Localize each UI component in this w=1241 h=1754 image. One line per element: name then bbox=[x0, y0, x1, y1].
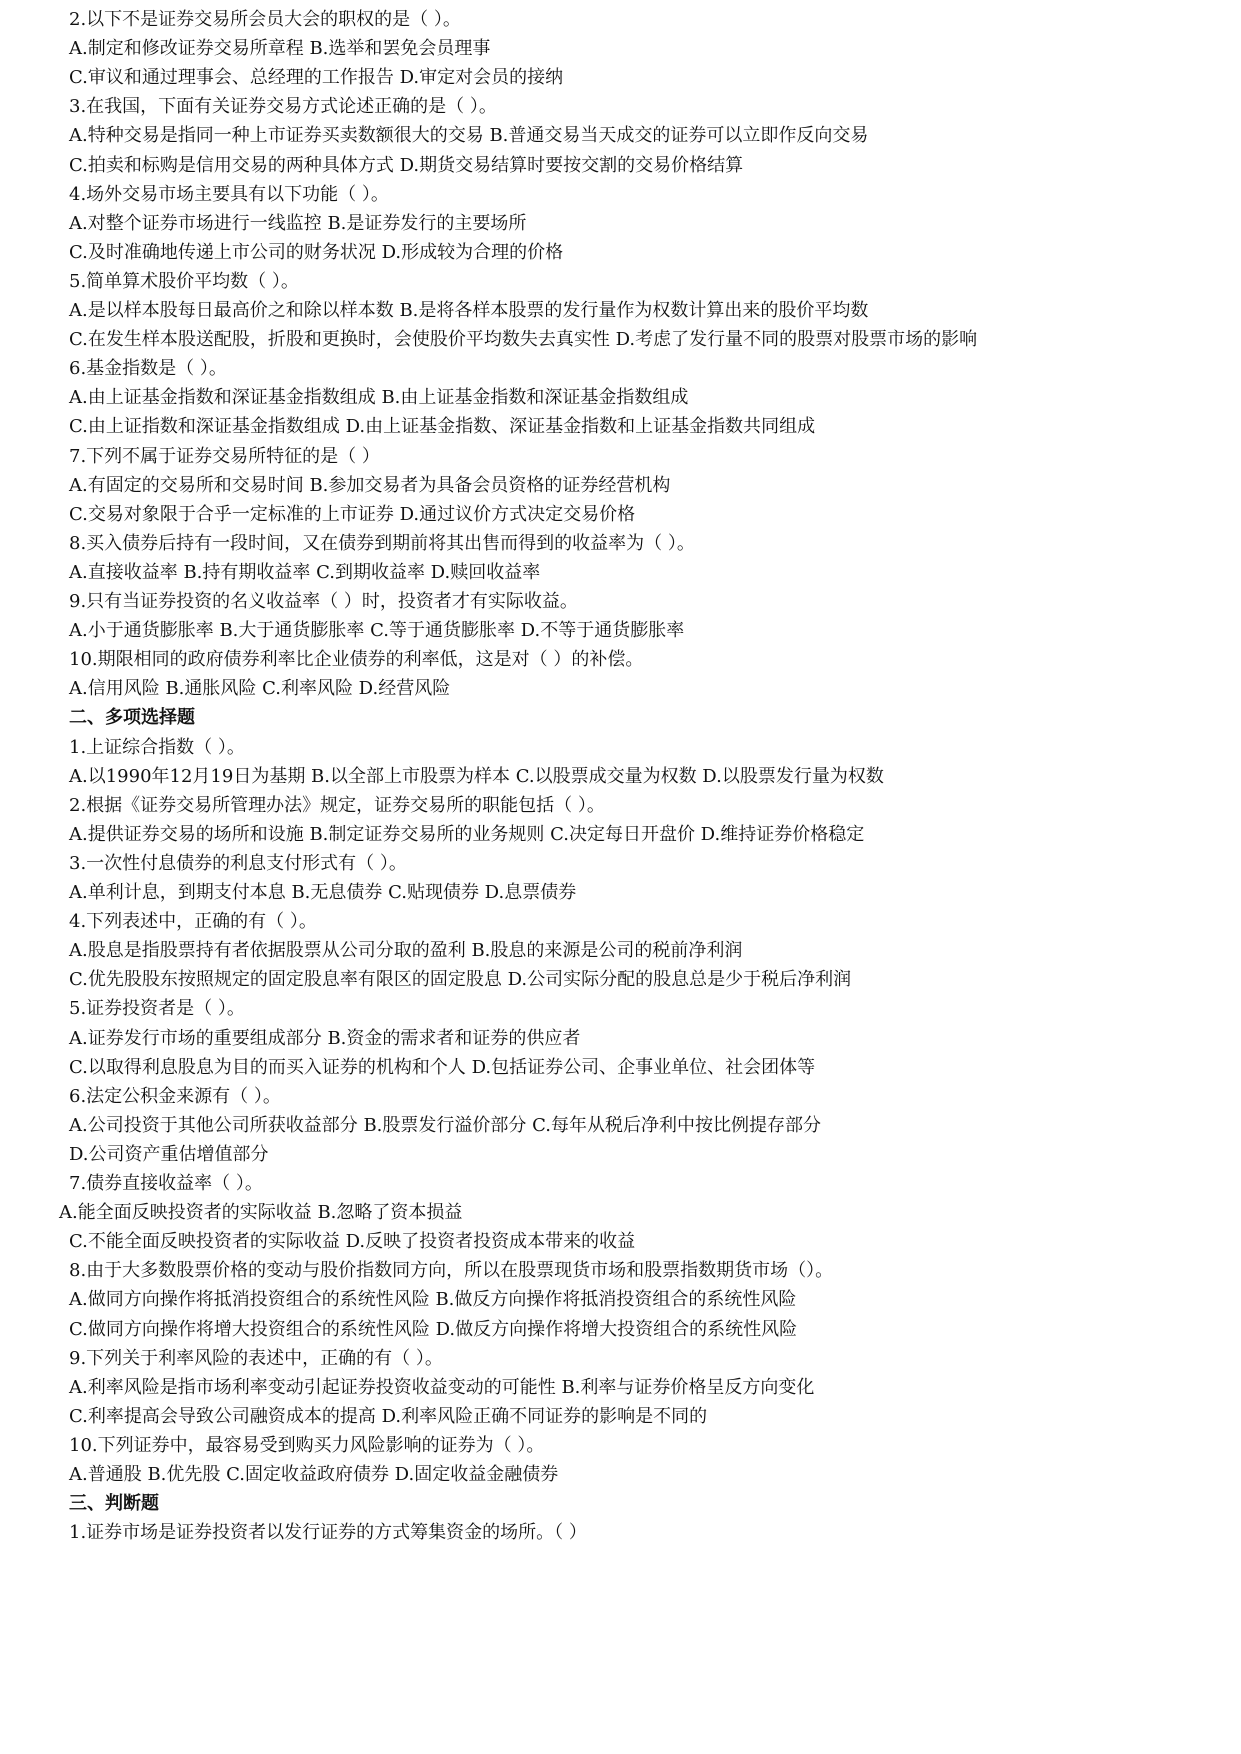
question-text: 9.下列关于利率风险的表述中，正确的有（ ）。 bbox=[69, 1347, 443, 1369]
section-heading: 二、多项选择题 bbox=[69, 707, 195, 729]
answer-options: A.信用风险 B.通胀风险 C.利率风险 D.经营风险 bbox=[69, 678, 451, 700]
answer-options: C.优先股股东按照规定的固定股息率有限区的固定股息 D.公司实际分配的股息总是少于税后净利润 bbox=[69, 969, 852, 991]
question-text: 9.只有当证券投资的名义收益率（ ）时，投资者才有实际收益。 bbox=[69, 591, 578, 612]
question-text: 1.上证综合指数（ ）。 bbox=[69, 736, 245, 758]
answer-options: A.利率风险是指市场利率变动引起证券投资收益变动的可能性 B.利率与证券价格呈反方向变化 bbox=[69, 1376, 815, 1398]
question-text: 8.买入债券后持有一段时间，又在债券到期前将其出售而得到的收益率为（ ）。 bbox=[69, 532, 695, 554]
question-text: 2.以下不是证券交易所会员大会的职权的是（ ）。 bbox=[69, 9, 461, 30]
question-text: 5.证券投资者是（ ）。 bbox=[69, 998, 245, 1020]
answer-options: C.审议和通过理事会、总经理的工作报告 D.审定对会员的接纳 bbox=[69, 67, 564, 89]
question-text: 6.法定公积金来源有（ ）。 bbox=[69, 1085, 281, 1107]
answer-options: A.做同方向操作将抵消投资组合的系统性风险 B.做反方向操作将抵消投资组合的系统性风险 bbox=[69, 1289, 797, 1311]
answer-options: A.由上证基金指数和深证基金指数组成 B.由上证基金指数和深证基金指数组成 bbox=[69, 387, 689, 409]
answer-options: A.小于通货膨胀率 B.大于通货膨胀率 C.等于通货膨胀率 D.不等于通货膨胀率 bbox=[69, 620, 685, 642]
answer-options: A.能全面反映投资者的实际收益 B.忽略了资本损益 bbox=[59, 1202, 463, 1224]
answer-options: A.股息是指股票持有者依据股票从公司分取的盈利 B.股息的来源是公司的税前净利润 bbox=[69, 940, 743, 962]
question-text: 4.场外交易市场主要具有以下功能（ ）。 bbox=[69, 183, 389, 205]
answer-options: A.有固定的交易所和交易时间 B.参加交易者为具备会员资格的证券经营机构 bbox=[69, 474, 671, 496]
answer-options: C.在发生样本股送配股，折股和更换时，会使股价平均数失去真实性 D.考虑了发行量不同的股票对股票市场的影响 bbox=[69, 329, 978, 351]
question-text: 4.下列表述中，正确的有（ ）。 bbox=[69, 911, 317, 933]
question-text: 5.简单算术股价平均数（ ）。 bbox=[69, 270, 299, 292]
question-text: 3.一次性付息债券的利息支付形式有（ ）。 bbox=[69, 852, 407, 874]
question-text: 10.期限相同的政府债券利率比企业债券的利率低，这是对（ ）的补偿。 bbox=[69, 649, 644, 671]
answer-options: C.由上证指数和深证基金指数组成 D.由上证基金指数、深证基金指数和上证基金指数共同组成 bbox=[69, 416, 816, 438]
answer-options: A.普通股 B.优先股 C.固定收益政府债券 D.固定收益金融债券 bbox=[69, 1464, 559, 1485]
answer-options: C.利率提高会导致公司融资成本的提高 D.利率风险正确不同证券的影响是不同的 bbox=[69, 1405, 708, 1427]
question-text: 7.下列不属于证券交易所特征的是（ ） bbox=[69, 445, 380, 467]
section-heading: 三、判断题 bbox=[69, 1493, 159, 1515]
question-text: 2.根据《证券交易所管理办法》规定，证券交易所的职能包括（ ）。 bbox=[69, 794, 605, 816]
answer-options: A.直接收益率 B.持有期收益率 C.到期收益率 D.赎回收益率 bbox=[69, 561, 541, 583]
answer-options: A.提供证券交易的场所和设施 B.制定证券交易所的业务规则 C.决定每日开盘价 D.维持证券价格稳定 bbox=[69, 823, 865, 845]
answer-options: C.做同方向操作将增大投资组合的系统性风险 D.做反方向操作将增大投资组合的系统性风险 bbox=[69, 1318, 798, 1340]
question-text: 3.在我国，下面有关证券交易方式论述正确的是（ ）。 bbox=[69, 96, 497, 118]
answer-options: A.证券发行市场的重要组成部分 B.资金的需求者和证券的供应者 bbox=[69, 1027, 581, 1049]
answer-options: D.公司资产重估增值部分 bbox=[69, 1143, 269, 1165]
answer-options: A.以1990年12月19日为基期 B.以全部上市股票为样本 C.以股票成交量为权数 D.以股票发行量为权数 bbox=[69, 765, 884, 787]
answer-options: A.公司投资于其他公司所获收益部分 B.股票发行溢价部分 C.每年从税后净利中按比例提存部分 bbox=[69, 1114, 821, 1136]
answer-options: A.单利计息，到期支付本息 B.无息债券 C.贴现债券 D.息票债券 bbox=[69, 882, 577, 903]
answer-options: A.特种交易是指同一种上市证券买卖数额很大的交易 B.普通交易当天成交的证券可以立即作反向交易 bbox=[69, 125, 869, 147]
question-text: 8.由于大多数股票价格的变动与股价指数同方向，所以在股票现货市场和股票指数期货市场（）。 bbox=[69, 1260, 834, 1282]
answer-options: C.不能全面反映投资者的实际收益 D.反映了投资者投资成本带来的收益 bbox=[69, 1231, 636, 1253]
answer-options: A.对整个证券市场进行一线监控 B.是证券发行的主要场所 bbox=[69, 212, 527, 234]
question-text: 1.证券市场是证券投资者以发行证券的方式筹集资金的场所。（ ） bbox=[69, 1522, 587, 1544]
answer-options: C.及时准确地传递上市公司的财务状况 D.形成较为合理的价格 bbox=[69, 241, 564, 263]
question-text: 10.下列证券中，最容易受到购买力风险影响的证券为（ ）。 bbox=[69, 1434, 545, 1456]
answer-options: A.是以样本股每日最高价之和除以样本数 B.是将各样本股票的发行量作为权数计算出来的股价平均数 bbox=[69, 300, 869, 321]
answer-options: A.制定和修改证券交易所章程 B.选举和罢免会员理事 bbox=[69, 38, 491, 60]
answer-options: C.交易对象限于合乎一定标准的上市证券 D.通过议价方式决定交易价格 bbox=[69, 503, 636, 525]
question-text: 7.债券直接收益率（ ）。 bbox=[69, 1173, 263, 1194]
question-text: 6.基金指数是（ ）。 bbox=[69, 358, 227, 380]
answer-options: C.拍卖和标购是信用交易的两种具体方式 D.期货交易结算时要按交割的交易价格结算 bbox=[69, 154, 744, 176]
answer-options: C.以取得利息股息为目的而买入证券的机构和个人 D.包括证券公司、企事业单位、社会团体等 bbox=[69, 1056, 816, 1078]
